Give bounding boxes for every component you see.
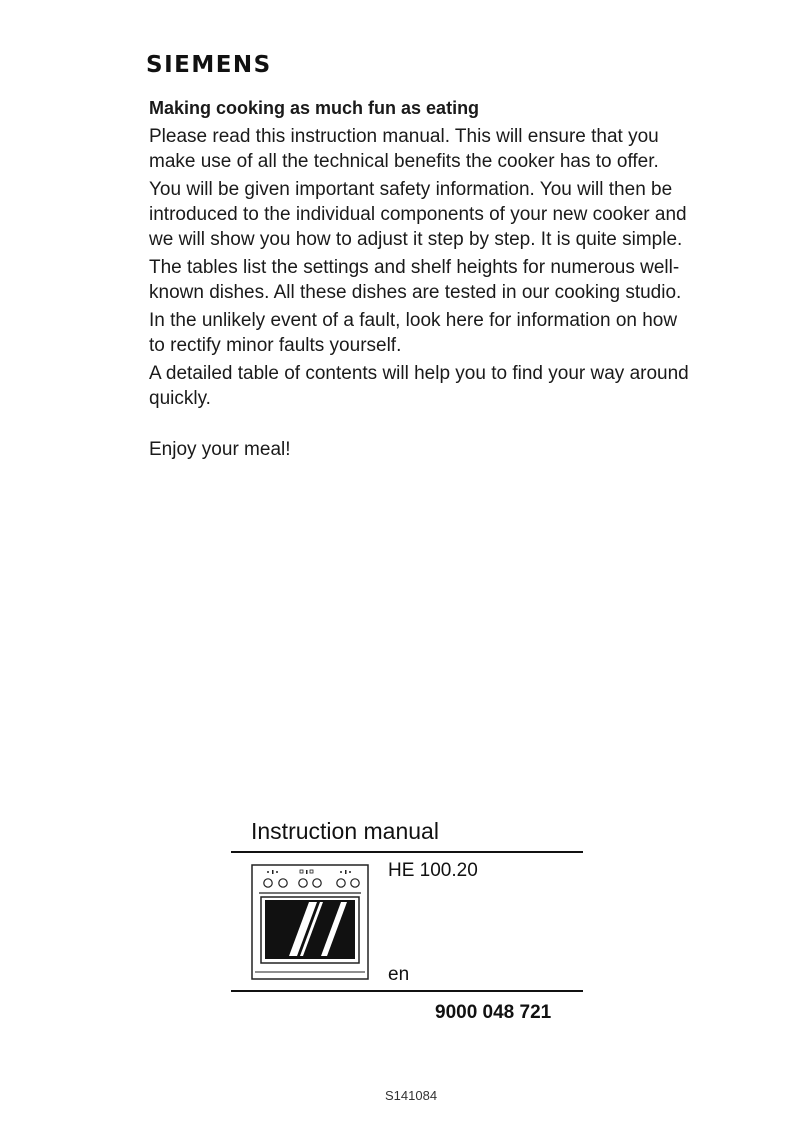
model-number: HE 100.20 (388, 860, 478, 881)
document-number: S141084 (385, 1088, 438, 1103)
part-number: 9000 048 721 (435, 1002, 552, 1023)
divider-bottom (231, 990, 583, 992)
intro-paragraph: You will be given important safety information. You will then be introduced to the individual components of your new cooker and we will show you how to adjust it step by step. It is quite simple. (149, 179, 687, 250)
oven-icon (251, 864, 369, 985)
manual-title: Instruction manual (251, 818, 439, 844)
intro-section (149, 96, 689, 465)
intro-heading: Making cooking as much fun as eating (149, 98, 480, 118)
intro-paragraph: The tables list the settings and shelf heights for numerous well-known dishes. All these dishes are tested in our cooking studio. (149, 257, 682, 303)
intro-paragraph: Please read this instruction manual. This will ensure that you make use of all the technical benefits the cooker has to offer. (149, 126, 659, 172)
intro-paragraph: A detailed table of contents will help you to find your way around quickly. (149, 363, 689, 409)
brand-logo: SIEMENS (146, 52, 272, 78)
closing-line: Enjoy your meal! (149, 439, 291, 460)
divider-top (231, 851, 583, 853)
language-code: en (388, 964, 410, 985)
intro-paragraph: In the unlikely event of a fault, look here for information on how to rectify minor faults yourself. (149, 310, 678, 356)
